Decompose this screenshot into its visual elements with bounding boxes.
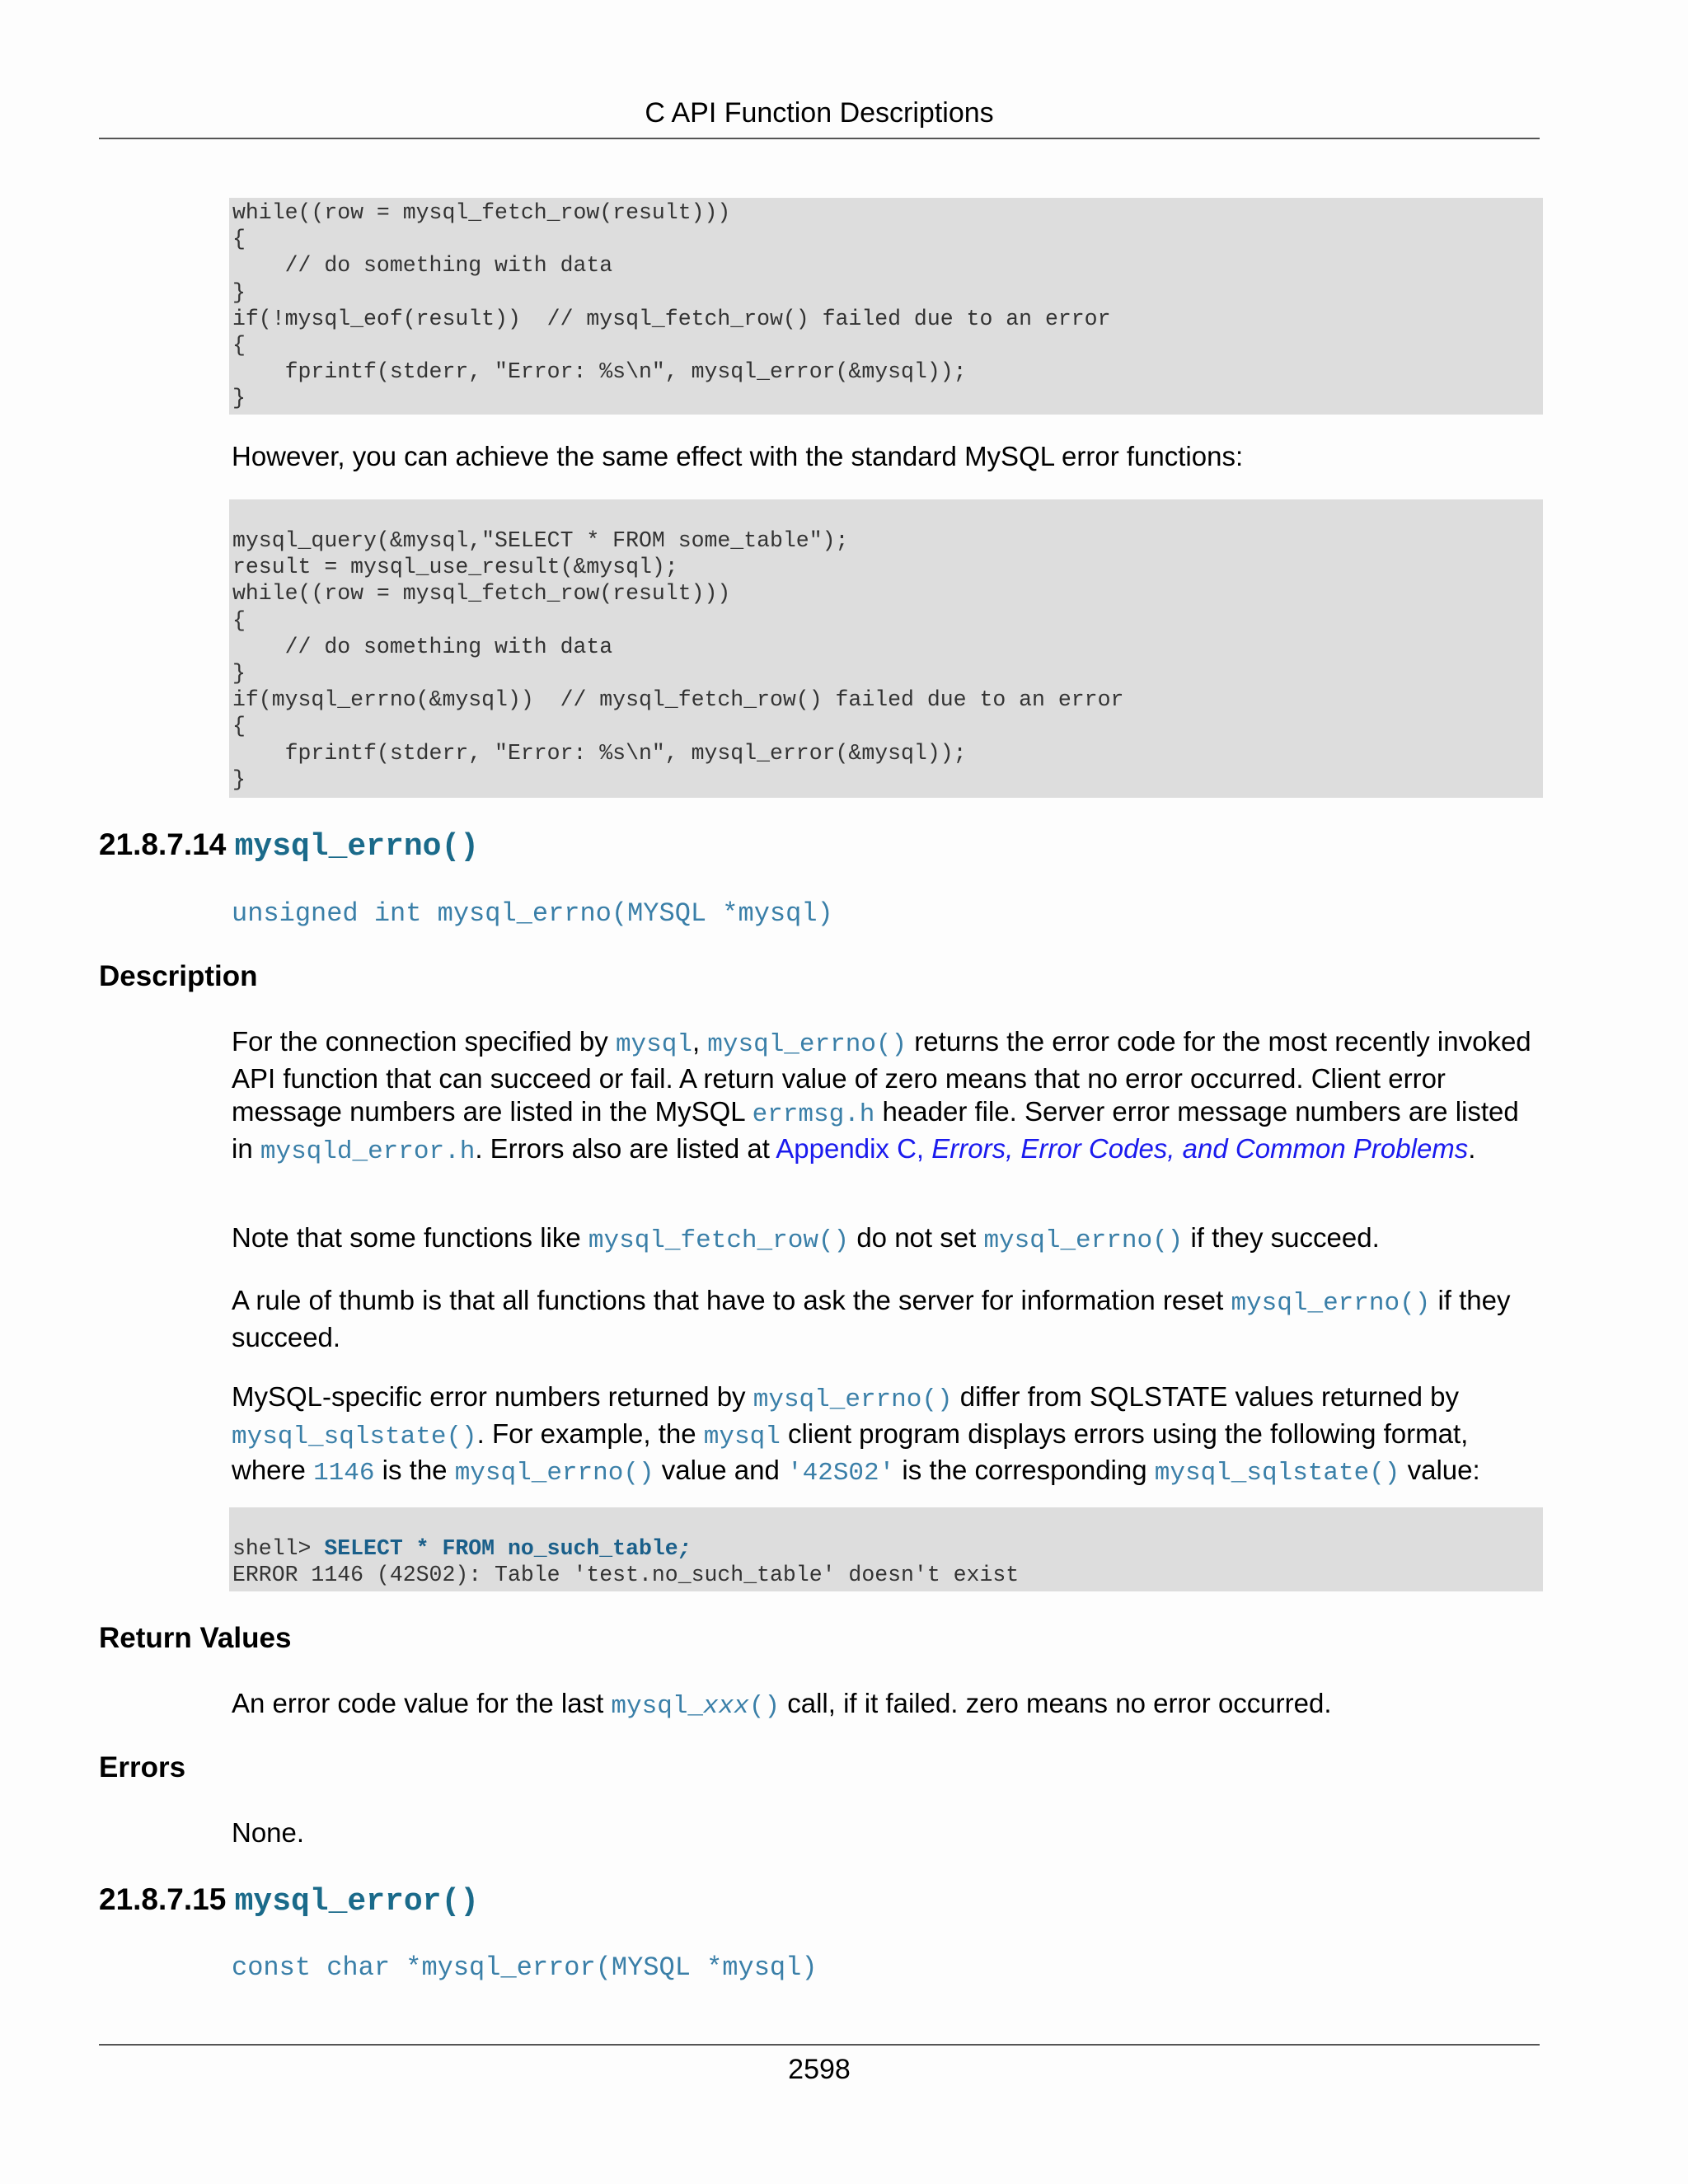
section-number: 21.8.7.14 — [99, 827, 227, 861]
code-block-shell-example — [229, 1507, 1543, 1591]
function-prototype: const char *mysql_error(MYSQL *mysql) — [232, 1952, 818, 1983]
inline-code: mysql_sqlstate() — [232, 1422, 477, 1451]
code-line: // do something with data — [232, 634, 613, 659]
page-header: C API Function Descriptions — [645, 97, 994, 129]
code-line: } — [232, 660, 246, 686]
intro-paragraph: However, you can achieve the same effect with the standard MySQL error functions: — [232, 441, 1244, 471]
section-title-mysql-error — [99, 1881, 479, 1921]
code-line: result = mysql_use_result(&mysql); — [232, 555, 678, 580]
code-line: while((row = mysql_fetch_row(result))) — [232, 200, 731, 225]
code-block-errno-example — [229, 499, 1543, 798]
header-rule — [99, 138, 1540, 139]
code-line: { — [232, 607, 246, 633]
inline-code: 1146 — [313, 1459, 375, 1488]
code-line: { — [232, 227, 246, 252]
inline-code: mysql_fetch_row() — [588, 1226, 850, 1255]
code-line: if(mysql_errno(&mysql)) // mysql_fetch_row() failed due to an error — [232, 687, 1124, 713]
code-line: if(!mysql_eof(result)) // mysql_fetch_row() failed due to an error — [232, 306, 1111, 331]
inline-code: '42S02' — [787, 1459, 895, 1488]
errors-heading: Errors — [99, 1751, 186, 1783]
code-line: } — [232, 386, 246, 411]
inline-code: mysql_errno() — [707, 1030, 907, 1059]
function-prototype: unsigned int mysql_errno(MYSQL *mysql) — [232, 898, 833, 929]
section-function-name: mysql_errno() — [234, 829, 480, 865]
appendix-link[interactable]: Appendix C, Errors, Error Codes, and Common Problems — [776, 1132, 1469, 1164]
inline-code: errmsg.h — [752, 1100, 875, 1129]
description-paragraph-1: For the connection specified by mysql, mysql_errno() returns the error code for the most recently invoked API function that can succeed or fail. A return value of zero means that no error occurred. Client error message numbers are listed in the MySQL errmsg.h header file. Server error message numbers are listed in mysqld_error.h. Errors also are listed at Appendix C, Errors, Error Codes, and Common Problems. — [232, 1026, 1531, 1166]
description-heading: Description — [99, 960, 258, 992]
inline-code: mysql_errno() — [454, 1459, 654, 1488]
errors-text: None. — [232, 1817, 305, 1848]
code-line: } — [232, 766, 246, 792]
code-line: // do something with data — [232, 253, 613, 279]
section-function-name: mysql_error() — [234, 1884, 480, 1919]
code-line: while((row = mysql_fetch_row(result))) — [232, 581, 731, 607]
code-line: { — [232, 714, 246, 739]
page-number: 2598 — [788, 2054, 851, 2085]
description-paragraph-2: Note that some functions like mysql_fetch_row() do not set mysql_errno() if they succeed. — [232, 1222, 1380, 1255]
inline-code: mysql — [615, 1030, 692, 1059]
shell-output-line: ERROR 1146 (42S02): Table 'test.no_such_table' doesn't exist — [232, 1563, 1020, 1588]
description-paragraph-3: A rule of thumb is that all functions that have to ask the server for information reset mysql_errno() if they succeed. — [232, 1285, 1511, 1352]
description-paragraph-4: MySQL-specific error numbers returned by mysql_errno() differ from SQLSTATE values returned by mysql_sqlstate(). For example, the mysql client program displays errors using the following format, where 1146 is the mysql_errno() value and '42S02' is the corresponding mysql_sqlstate() value: — [232, 1381, 1480, 1488]
inline-code: mysql_errno() — [1231, 1289, 1431, 1318]
shell-command-line: shell> SELECT * FROM no_such_table; — [232, 1536, 692, 1561]
inline-code: mysql_errno() — [983, 1226, 1184, 1255]
inline-code: mysql — [703, 1422, 781, 1451]
code-line: mysql_query(&mysql,"SELECT * FROM some_table"); — [232, 528, 849, 553]
section-number: 21.8.7.15 — [99, 1882, 227, 1916]
inline-code: mysqld_error.h — [260, 1137, 476, 1166]
section-title-mysql-errno — [99, 826, 479, 866]
footer-rule — [99, 2044, 1540, 2046]
code-line: fprintf(stderr, "Error: %s\n", mysql_error(&mysql)); — [232, 359, 967, 385]
code-line: { — [232, 332, 246, 358]
inline-code: mysql_errno() — [753, 1385, 953, 1414]
return-values-heading: Return Values — [99, 1622, 292, 1654]
inline-code: mysql_xxx() — [611, 1692, 781, 1721]
code-line: } — [232, 279, 246, 305]
code-line: fprintf(stderr, "Error: %s\n", mysql_error(&mysql)); — [232, 740, 967, 766]
inline-code: mysql_sqlstate() — [1154, 1459, 1400, 1488]
code-block-eof-example — [229, 198, 1543, 415]
return-values-text: An error code value for the last mysql_xxx() call, if it failed. zero means no error occurred. — [232, 1688, 1332, 1721]
